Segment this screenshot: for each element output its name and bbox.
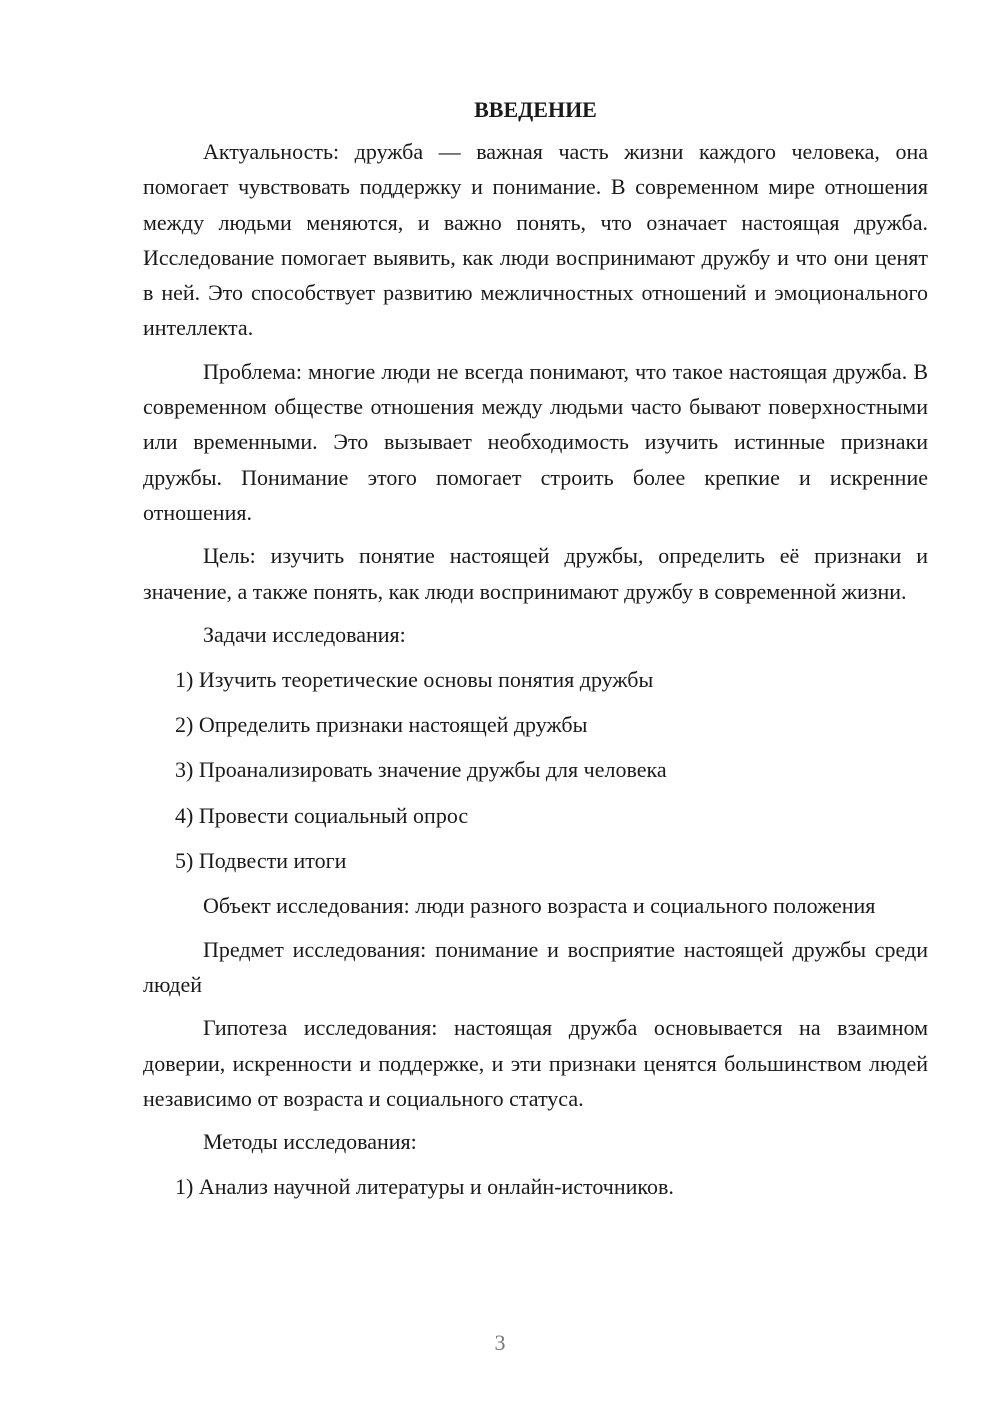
hypothesis-paragraph: Гипотеза исследования: настоящая дружба основывается на взаимном доверии, искренности и поддержке, и эти признаки ценятся большинством людей независимо от возраста и социального статуса.	[143, 1015, 928, 1111]
subject-paragraph: Предмет исследования: понимание и восприятие настоящей дружбы среди людей	[143, 936, 928, 997]
tasks-title: Задачи исследования:	[203, 621, 406, 647]
list-item: 4) Провести социальный опрос	[175, 802, 469, 828]
page-number: 3	[494, 1330, 506, 1355]
methods-list	[143, 1169, 928, 1204]
list-item: 1) Анализ научной литературы и онлайн-источников.	[175, 1174, 674, 1200]
list-item: 3) Проанализировать значение дружбы для человека	[175, 757, 667, 783]
list-item: 5) Подвести итоги	[175, 848, 347, 874]
document-page	[143, 92, 928, 1214]
problem-paragraph: Проблема: многие люди не всегда понимают, что такое настоящая дружба. В современном обществе отношения между людьми часто бывают поверхностными или временными. Это вызывает необходимость изучить истинные признаки дружбы. Понимание этого помогает строить более крепкие и искренние отношения.	[143, 358, 928, 525]
list-item: 1) Изучить теоретические основы понятия дружбы	[175, 666, 654, 692]
methods-title: Методы исследования:	[203, 1129, 417, 1155]
relevance-paragraph: Актуальность: дружба — важная часть жизни каждого человека, она помогает чувствовать поддержку и понимание. В современном мире отношения между людьми меняются, и важно понять, что означает настоящая дружба. Исследование помогает выявить, как люди воспринимают дружбу и что они ценят в ней. Это способствует развитию межличностных отношений и эмоционального интеллекта.	[143, 139, 928, 341]
page-title: ВВЕДЕНИЕ	[474, 97, 597, 122]
object-paragraph: Объект исследования: люди разного возраста и социального положения	[203, 893, 876, 919]
tasks-list	[143, 662, 928, 878]
goal-paragraph: Цель: изучить понятие настоящей дружбы, определить её признаки и значение, а также понять, как люди воспринимают дружбу в современной жизни.	[143, 543, 928, 604]
list-item: 2) Определить признаки настоящей дружбы	[175, 712, 588, 738]
